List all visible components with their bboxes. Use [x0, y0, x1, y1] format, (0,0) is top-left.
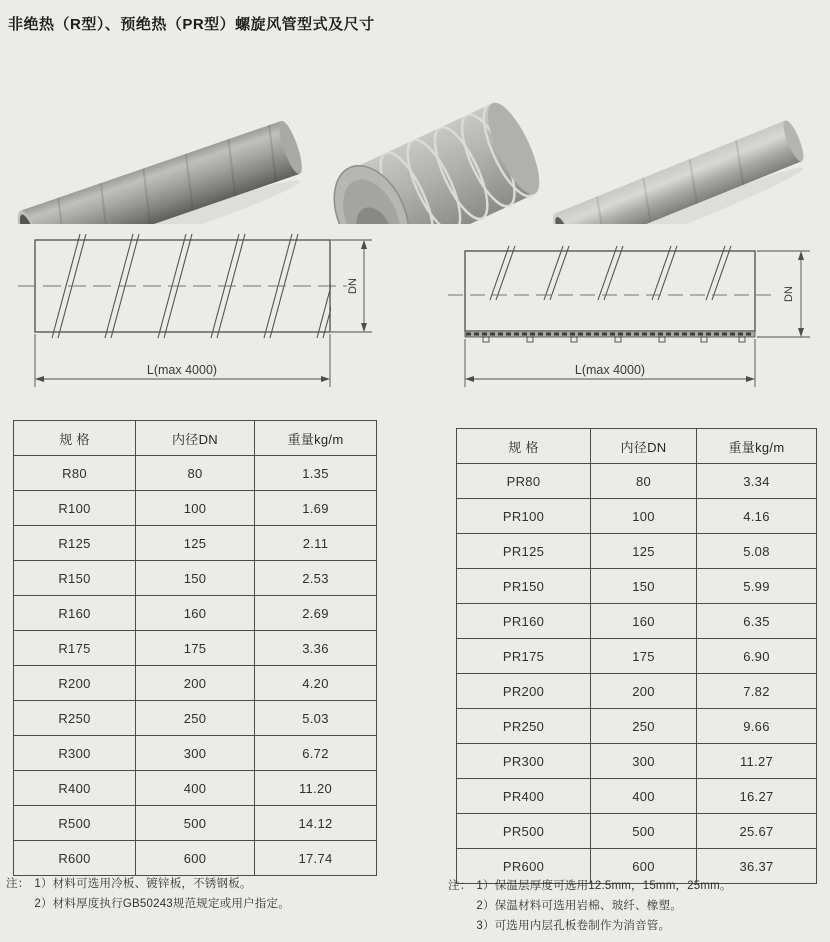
table-row — [14, 561, 377, 596]
table-cell: 250 — [591, 709, 697, 744]
table-cell: 4.20 — [255, 666, 377, 701]
table-cell: 6.90 — [697, 639, 817, 674]
table-row — [457, 674, 817, 709]
table-cell: 175 — [136, 631, 255, 666]
table-header-row — [14, 421, 377, 456]
table-row — [457, 569, 817, 604]
table-row — [14, 736, 377, 771]
table-row — [457, 604, 817, 639]
note-item: 2）保温材料可选用岩棉、玻纤、橡塑。 — [476, 900, 682, 913]
table-cell: 125 — [136, 526, 255, 561]
table-cell: 2.11 — [255, 526, 377, 561]
table-cell: 600 — [591, 849, 697, 884]
table-cell: R200 — [14, 666, 136, 701]
column-header: 规 格 — [457, 429, 591, 464]
table-cell: PR150 — [457, 569, 591, 604]
note-item: 2）材料厚度执行GB50243规范规定或用户指定。 — [34, 898, 290, 911]
table-row — [457, 639, 817, 674]
product-photos — [0, 52, 830, 224]
table-row — [14, 841, 377, 876]
table-cell: PR125 — [457, 534, 591, 569]
r-type-notes — [6, 874, 290, 914]
note-item: 3）可选用内层孔板卷制作为消音管。 — [476, 920, 671, 933]
r-type-spec-table — [13, 420, 377, 876]
table-cell: 150 — [591, 569, 697, 604]
table-cell: 400 — [591, 779, 697, 814]
table-cell: PR600 — [457, 849, 591, 884]
table-cell: 80 — [136, 456, 255, 491]
table-cell: PR175 — [457, 639, 591, 674]
table-cell: PR200 — [457, 674, 591, 709]
table-cell: R300 — [14, 736, 136, 771]
table-cell: 600 — [136, 841, 255, 876]
table-cell: 1.35 — [255, 456, 377, 491]
table-cell: 250 — [136, 701, 255, 736]
insulated-duct-photo — [320, 95, 551, 224]
table-cell: 200 — [591, 674, 697, 709]
table-cell: 1.69 — [255, 491, 377, 526]
table-cell: 16.27 — [697, 779, 817, 814]
table-cell: 400 — [136, 771, 255, 806]
table-cell: R100 — [14, 491, 136, 526]
table-cell: R160 — [14, 596, 136, 631]
length-dimension-label: L(max 4000) — [146, 363, 218, 377]
table-row — [14, 701, 377, 736]
column-header: 内径DN — [591, 429, 697, 464]
pr-type-spec-table — [456, 428, 817, 884]
table-row — [457, 744, 817, 779]
table-cell: 300 — [591, 744, 697, 779]
dn-dimension-label: DN — [783, 286, 795, 302]
table-cell: PR80 — [457, 464, 591, 499]
table-cell: 6.72 — [255, 736, 377, 771]
table-cell: PR500 — [457, 814, 591, 849]
table-cell: 4.16 — [697, 499, 817, 534]
table-row — [14, 491, 377, 526]
table-row — [14, 631, 377, 666]
note-items — [476, 876, 731, 936]
table-cell: 25.67 — [697, 814, 817, 849]
table-cell: 3.36 — [255, 631, 377, 666]
table-cell: R600 — [14, 841, 136, 876]
note-prefix: 注： — [448, 880, 472, 892]
spiral-seam-lines — [490, 246, 731, 300]
table-cell: 125 — [591, 534, 697, 569]
table-header-row — [457, 429, 817, 464]
table-cell: 2.53 — [255, 561, 377, 596]
r-type-diagram — [10, 228, 430, 398]
table-cell: 5.99 — [697, 569, 817, 604]
table-cell: R175 — [14, 631, 136, 666]
r-type-duct-photo — [13, 119, 312, 224]
table-row — [14, 771, 377, 806]
table-cell: 11.20 — [255, 771, 377, 806]
table-row — [14, 456, 377, 491]
table-row — [457, 534, 817, 569]
table-row — [457, 499, 817, 534]
table-body — [457, 464, 817, 884]
table-cell: 160 — [591, 604, 697, 639]
note-items — [34, 874, 290, 914]
page-title: 非绝热（R型）、预绝热（PR型）螺旋风管型式及尺寸 — [8, 16, 375, 33]
table-cell: R80 — [14, 456, 136, 491]
column-header: 规 格 — [14, 421, 136, 456]
note-item: 1）保温层厚度可选用12.5mm，15mm，25mm。 — [476, 880, 732, 892]
table-cell: R150 — [14, 561, 136, 596]
table-row — [14, 666, 377, 701]
table-row — [457, 779, 817, 814]
table-cell: 3.34 — [697, 464, 817, 499]
table-cell: 17.74 — [255, 841, 377, 876]
table-row — [14, 806, 377, 841]
table-cell: 160 — [136, 596, 255, 631]
table-row — [14, 596, 377, 631]
note-item: 1）材料可选用冷板、镀锌板，不锈钢板。 — [34, 878, 252, 890]
dn-dimension-label: DN — [347, 278, 359, 294]
length-dimension-label: L(max 4000) — [574, 363, 646, 377]
table-cell: 100 — [591, 499, 697, 534]
table-cell: PR400 — [457, 779, 591, 814]
table-cell: 80 — [591, 464, 697, 499]
table-cell: 200 — [136, 666, 255, 701]
table-cell: R500 — [14, 806, 136, 841]
table-cell: 500 — [136, 806, 255, 841]
column-header: 重量kg/m — [255, 421, 377, 456]
table-cell: 5.08 — [697, 534, 817, 569]
table-cell: R125 — [14, 526, 136, 561]
table-cell: 36.37 — [697, 849, 817, 884]
table-cell: 2.69 — [255, 596, 377, 631]
table-cell: PR250 — [457, 709, 591, 744]
pr-type-duct-photo — [549, 118, 813, 224]
table-row — [457, 464, 817, 499]
table-row — [457, 709, 817, 744]
table-row — [457, 814, 817, 849]
note-prefix: 注： — [6, 878, 30, 890]
liner-tabs — [483, 337, 745, 342]
table-cell: 9.66 — [697, 709, 817, 744]
length-dimension — [35, 334, 330, 387]
column-header: 重量kg/m — [697, 429, 817, 464]
table-cell: 14.12 — [255, 806, 377, 841]
table-cell: 6.35 — [697, 604, 817, 639]
column-header: 内径DN — [136, 421, 255, 456]
table-cell: R250 — [14, 701, 136, 736]
table-cell: 150 — [136, 561, 255, 596]
table-cell: 11.27 — [697, 744, 817, 779]
table-cell: 7.82 — [697, 674, 817, 709]
table-cell: PR160 — [457, 604, 591, 639]
table-cell: 300 — [136, 736, 255, 771]
pr-type-diagram — [440, 228, 830, 398]
table-cell: PR100 — [457, 499, 591, 534]
table-body — [14, 456, 377, 876]
table-cell: 100 — [136, 491, 255, 526]
table-cell: 175 — [591, 639, 697, 674]
pr-type-notes — [448, 876, 732, 936]
table-cell: PR300 — [457, 744, 591, 779]
table-row — [14, 526, 377, 561]
table-cell: 500 — [591, 814, 697, 849]
table-cell: R400 — [14, 771, 136, 806]
table-cell: 5.03 — [255, 701, 377, 736]
